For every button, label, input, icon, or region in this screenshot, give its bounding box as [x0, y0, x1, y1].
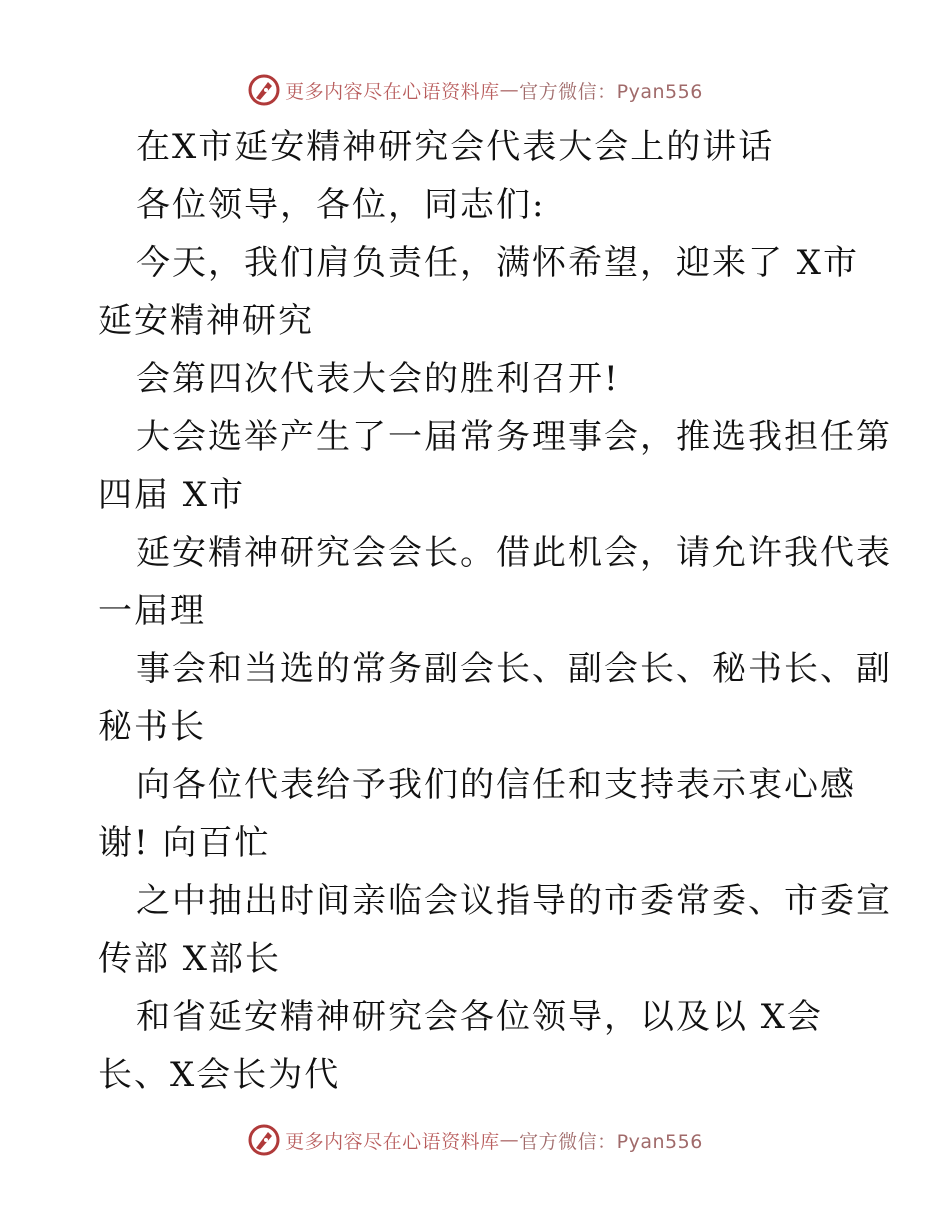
text-line: 一届理 [98, 591, 206, 631]
footer-watermark [0, 1120, 950, 1160]
header-watermark [0, 70, 950, 110]
text-line: 谢! 向百忙 [98, 823, 271, 863]
text-line: 今天，我们肩负责任，满怀希望，迎来了 X市 [136, 243, 860, 283]
footer-wechat-text: 官方微信：Pyan556 [519, 1130, 703, 1153]
text-line: 延安精神研究会会长。借此机会，请允许我代表 [136, 533, 892, 573]
text-line: 事会和当选的常务副会长、副会长、秘书长、副 [136, 649, 892, 689]
speech-title: 在X市延安精神研究会代表大会上的讲话 [136, 127, 775, 167]
footer-separator: — [499, 1129, 520, 1151]
text-line: 向各位代表给予我们的信任和支持表示衷心感 [136, 765, 856, 805]
text-line: 传部 X部长 [98, 939, 282, 979]
text-line: 和省延安精神研究会各位领导，以及以 X会 [136, 997, 824, 1037]
text-line: 四届 X市 [98, 475, 246, 515]
text-line: 各位领导，各位，同志们: [136, 185, 546, 225]
header-site-text: 更多内容尽在心语资料库 [285, 80, 500, 103]
pen-nib-logo-icon [247, 1123, 281, 1157]
speech-body [98, 118, 892, 1104]
pen-nib-logo-icon [247, 73, 281, 107]
text-line: 之中抽出时间亲临会议指导的市委常委、市委宣 [136, 881, 892, 921]
text-line: 大会选举产生了一届常务理事会，推选我担任第 [136, 417, 892, 457]
text-line: 秘书长 [98, 707, 206, 747]
text-line: 延安精神研究 [98, 301, 314, 341]
header-wechat-text: 官方微信：Pyan556 [519, 80, 703, 103]
text-line: 会第四次代表大会的胜利召开! [136, 359, 620, 399]
header-separator: — [499, 79, 520, 101]
footer-site-text: 更多内容尽在心语资料库 [285, 1130, 500, 1153]
text-line: 长、X会长为代 [98, 1055, 341, 1095]
